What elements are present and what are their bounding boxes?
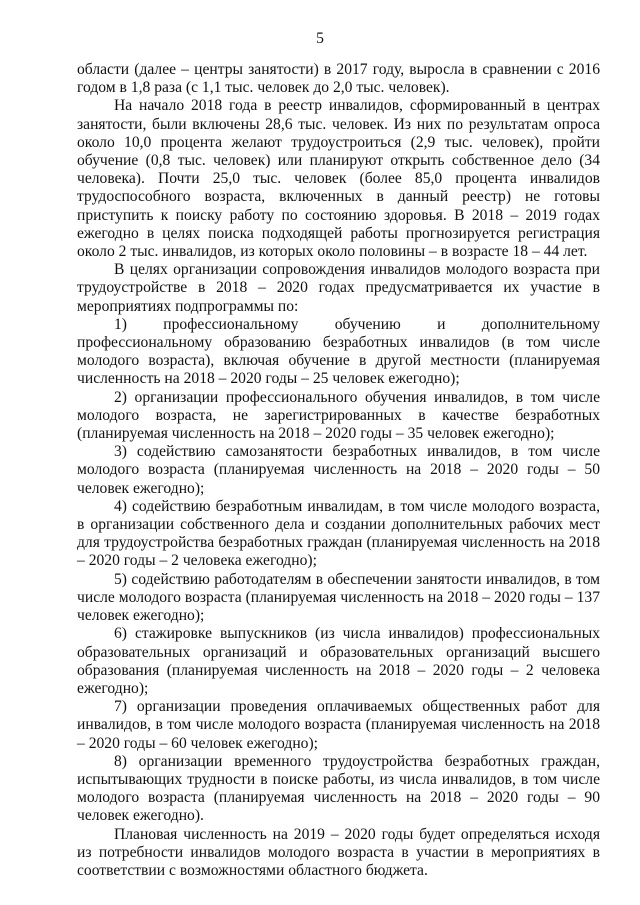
paragraph-1: области (далее – центры занятости) в 2017 году, выросла в сравнении с 2016 годом в 1,8 раза (с 1,1 тыс. человек до 2,0 тыс. человек). (77, 61, 600, 97)
list-item-8: 8) организации временного трудоустройства безработных граждан, испытывающих трудности в поиске работы, из числа инвалидов, в том числе молодого возраста (планируемая численность на 2018 – 2020 годы – 90 человек ежегодно). (77, 752, 600, 825)
list-item-4: 4) содействию безработным инвалидам, в том числе молодого возраста, в организации собственного дела и создании дополнительных рабочих мест для трудоустройства безработных граждан (планируемая численность на 2018 – 2020 годы – 2 человека ежегодно); (77, 497, 600, 570)
paragraph-2: На начало 2018 года в реестр инвалидов, сформированный в центрах занятости, были включены 28,6 тыс. человек. Из них по результатам опроса около 10,0 процента желают трудоустроиться (2,9 тыс. человек), пройти обучение (0,8 тыс. человек) или планируют открыть собственное дело (34 человека). Почти 25,0 тыс. человек (более 85,0 процента инвалидов трудоспособного возраста, включенных в данный реестр) не готовы приступить к поиску работу по состоянию здоровья. В 2018 – 2019 годах ежегодно в целях поиска подходящей работы прогнозируется регистрация около 2 тыс. инвалидов, из которых около половины – в возрасте 18 – 44 лет. (77, 97, 600, 261)
list-item-1: 1) профессиональному обучению и дополнительному профессиональному образованию безработных инвалидов (в том числе молодого возраста), включая обучение в другой местности (планируемая численность на 2018 – 2020 годы – 25 человек ежегодно); (77, 315, 600, 388)
list-item-6: 6) стажировке выпускников (из числа инвалидов) профессиональных образовательных организаций и образовательных организаций высшего образования (планируемая численность на 2018 – 2020 годы – 2 человека ежегодно); (77, 625, 600, 697)
list-item-3: 3) содействию самозанятости безработных инвалидов, в том числе молодого возраста (планируемая численность на 2018 – 2020 годы – 50 человек ежегодно); (77, 443, 600, 497)
paragraph-3: В целях организации сопровождения инвалидов молодого возраста при трудоустройстве в 2018 – 2020 годах предусматривается их участие в мероприятиях подпрограммы по: (77, 261, 600, 315)
list-item-2: 2) организации профессионального обучения инвалидов, в том числе молодого возраста, не зарегистрированных в качестве безработных (планируемая численность на 2018 – 2020 годы – 35 человек ежегодно); (77, 388, 600, 443)
paragraph-closing: Плановая численность на 2019 – 2020 годы будет определяться исходя из потребности инвалидов молодого возраста в участии в мероприятиях в соответствии с возможностями областного бюджета. (77, 825, 600, 879)
page-number: 5 (316, 30, 324, 47)
list-item-5: 5) содействию работодателям в обеспечении занятости инвалидов, в том числе молодого возраста (планируемая численность на 2018 – 2020 годы – 137 человек ежегодно); (77, 570, 600, 625)
list-item-7: 7) организации проведения оплачиваемых общественных работ для инвалидов, в том числе молодого возраста (планируемая численность на 2018 – 2020 годы – 60 человек ежегодно); (77, 698, 600, 752)
